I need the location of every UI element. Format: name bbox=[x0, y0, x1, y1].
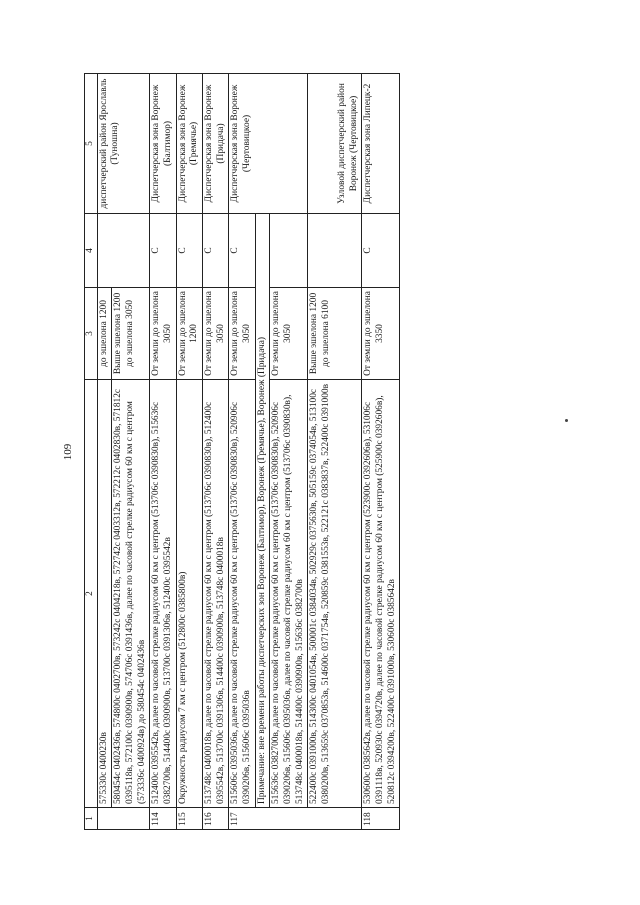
table-row bbox=[308, 74, 362, 830]
route-cell: 580454c 0402436в, 574800c 0402700в, 573242c 0404218в, 572742c 0403312в, 572212c 0402830в, 571812c 0395118в, 572100c 0390900в, 574706c 0391436в, далее по часовой стрелке радиусом 60 км с центром (573336c 0400924в) до 580454c 0402436в bbox=[112, 380, 150, 808]
page-number: 109 bbox=[62, 443, 74, 461]
class-cell bbox=[270, 214, 308, 288]
route-cell: 530600c 0385642в, далее по часовой стрелке радиусом 60 км с центром (523900c 0392606в), 531006c 0391118в, 520930c 0394720в, далее по часовой стрелке радиусом 60 км с центром (525900c 0392606в), 520812c 0394200в, 522400c 0391000в, 530600c 0385642в bbox=[362, 380, 400, 808]
class-cell: С bbox=[229, 214, 255, 288]
zone-cell: Диспетчерская зона Воронеж (Чертовицкое) bbox=[229, 74, 308, 214]
header-cell: 3 bbox=[85, 288, 98, 380]
row-number: 115 bbox=[176, 808, 202, 830]
table-row bbox=[202, 74, 228, 830]
route-cell: 513748c 0400018в, далее по часовой стрелке радиусом 60 км с центром (513706c 0390830в), 512400c 0395542в, 513700c 0391306в, 514400c 0390900в, 513748c 0400018в bbox=[202, 380, 228, 808]
class-cell bbox=[308, 214, 362, 288]
table-row bbox=[229, 74, 255, 830]
row-number: 114 bbox=[150, 808, 176, 830]
altitude-cell: Выше эшелона 1200 до эшелона 3050 bbox=[112, 288, 150, 380]
altitude-cell: до эшелона 1200 bbox=[97, 288, 112, 380]
route-cell: 512400c 0395542в, далее по часовой стрелке радиусом 60 км с центром (513706c 0390830в), 515636c 0382700в, 514400c 0390900в, 513700c 0391306в, 512400c 0395542в bbox=[150, 380, 176, 808]
altitude-cell: От земли до эшелона 3050 bbox=[150, 288, 176, 380]
row-number: 118 bbox=[362, 808, 400, 830]
zone-cell: Диспетчерская зона Воронеж (Придача) bbox=[202, 74, 228, 214]
zone-cell: Диспетчерская зона Липецк-2 bbox=[362, 74, 400, 214]
header-cell: 2 bbox=[85, 380, 98, 808]
altitude-cell: От земли до эшелона 1200 bbox=[176, 288, 202, 380]
route-cell: 515636c 0382700в, далее по часовой стрелке радиусом 60 км с центром (513706c 0390830в), 520906c 0390206в, 515606c 0395036в, далее по часовой стрелке радиусом 60 км с центром (513706c 0390830в), 513748c 0400018в, 514400c 0390900в, 515636c 0382700в bbox=[270, 380, 308, 808]
altitude-cell: От земли до эшелона 3350 bbox=[362, 288, 400, 380]
table-row bbox=[176, 74, 202, 830]
class-cell bbox=[97, 214, 150, 288]
route-cell: Окружность радиусом 7 км с центром (512800c 0385800в) bbox=[176, 380, 202, 808]
table-row bbox=[362, 74, 400, 830]
rotated-document-page bbox=[60, 62, 580, 842]
class-cell: С bbox=[176, 214, 202, 288]
table-row bbox=[150, 74, 176, 830]
header-cell: 5 bbox=[85, 74, 98, 214]
note-text: Примечание: вне времени работы диспетчерских зон Воронеж (Балтимор), Воронеж (Гремячье), Воронеж (Придача) bbox=[255, 214, 270, 808]
class-cell: С bbox=[150, 214, 176, 288]
altitude-cell: От земли до эшелона 3050 bbox=[229, 288, 255, 380]
airspace-table bbox=[84, 73, 400, 830]
route-cell: 522400c 0391000в, 514300c 0401054в, 500001c 0384034в, 502929c 0375630в, 505159c 0374054в, 513100c 0380200в, 513659c 0370853в, 514600c 0371754в, 520859c 0381553в, 522121c 0383837в, 522400c 0391000в bbox=[308, 380, 362, 808]
header-row bbox=[85, 74, 98, 830]
row-number bbox=[97, 808, 150, 830]
class-cell: С bbox=[202, 214, 228, 288]
scan-speck bbox=[565, 419, 568, 422]
altitude-cell: От земли до эшелона 3050 bbox=[202, 288, 228, 380]
row-number: 116 bbox=[202, 808, 228, 830]
header-cell: 4 bbox=[85, 214, 98, 288]
zone-text: Узловой диспетчерский район Воронеж (Чертовицкое) bbox=[337, 83, 359, 204]
route-cell: 515606c 0395036в, далее по часовой стрелке радиусом 60 км с центром (513706c 0390830в), 520906c 0390206в, 515606c 0395036в bbox=[229, 380, 255, 808]
altitude-cell: Выше эшелона 1200 до эшелона 6100 bbox=[308, 288, 362, 380]
class-cell: С bbox=[362, 214, 400, 288]
zone-cell bbox=[308, 74, 362, 214]
table-row bbox=[97, 74, 112, 830]
header-cell: 1 bbox=[85, 808, 98, 830]
route-cell: 575330c 0400230в bbox=[97, 380, 112, 808]
zone-cell: Диспетчерская зона Воронеж (Гремячье) bbox=[176, 74, 202, 214]
row-number: 117 bbox=[229, 808, 362, 830]
altitude-cell: От земли до эшелона 3050 bbox=[270, 288, 308, 380]
zone-cell: Диспетчерская зона Воронеж (Балтимор) bbox=[150, 74, 176, 214]
zone-cell: диспетчерский район Ярославль (Туношна) bbox=[97, 74, 150, 214]
